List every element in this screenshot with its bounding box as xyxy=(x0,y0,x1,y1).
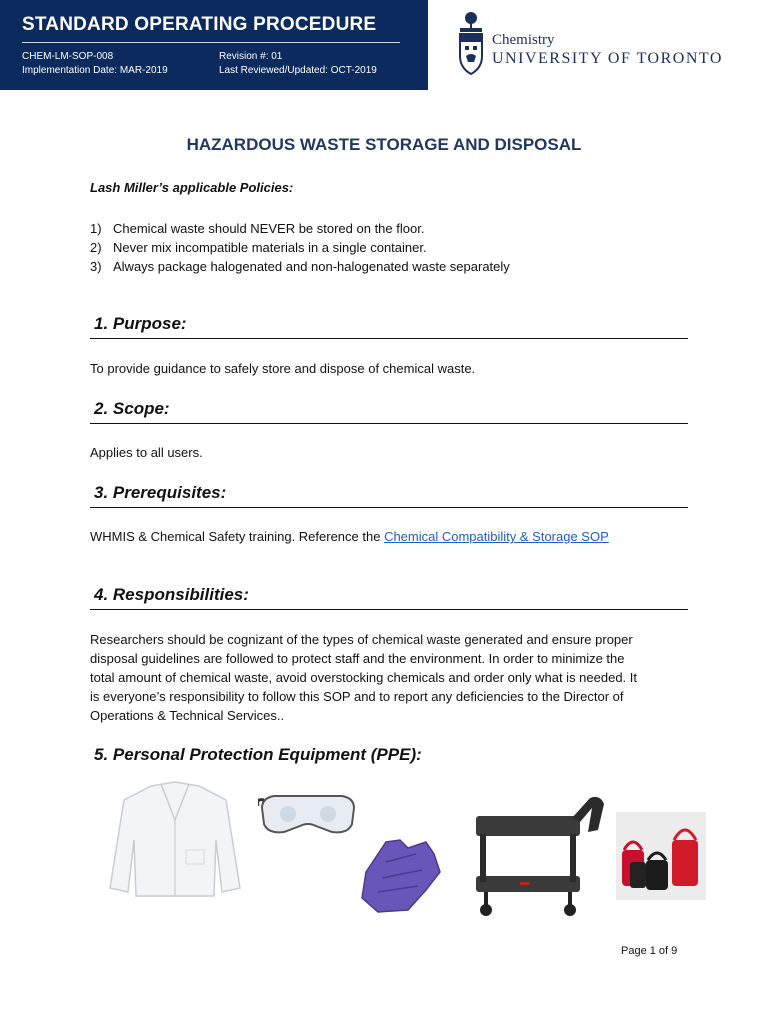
section-responsibilities-text xyxy=(90,630,680,725)
implementation-date: Implementation Date: MAR-2019 xyxy=(22,65,168,76)
header-meta-left xyxy=(22,50,168,78)
section-responsibilities-heading: 4. Responsibilities: xyxy=(94,585,249,604)
nitrile-gloves-icon xyxy=(356,832,444,916)
logo-department: Chemistry xyxy=(492,32,555,48)
policy-item xyxy=(90,257,510,276)
header-banner xyxy=(0,0,428,90)
paragraph-line: disposal guidelines are followed to protect staff and the environment. In order to minimize the xyxy=(90,651,625,666)
section-prerequisites-heading: 3. Prerequisites: xyxy=(94,483,227,502)
policy-number: 2) xyxy=(90,240,102,255)
logo-university-name: UNIVERSITY OF TORONTO xyxy=(492,50,723,67)
section-divider xyxy=(90,423,688,424)
section-divider xyxy=(90,338,688,339)
policy-text: Chemical waste should NEVER be stored on the floor. xyxy=(113,221,425,236)
policy-number: 3) xyxy=(90,259,102,274)
header-meta-right xyxy=(219,50,377,78)
policies-heading: Lash Miller’s applicable Policies: xyxy=(90,180,294,195)
prerequisites-text: WHMIS & Chemical Safety training. Reference the xyxy=(90,529,385,544)
compatibility-sop-link[interactable]: Chemical Compatibility & Storage SOP xyxy=(384,529,609,544)
section-prerequisites-text xyxy=(90,527,680,546)
policy-text: Always package halogenated and non-halogenated waste separately xyxy=(113,259,510,274)
section-purpose-heading: 1. Purpose: xyxy=(94,314,187,333)
section-scope-text: Applies to all users. xyxy=(90,445,203,460)
page-number: Page 1 of 9 xyxy=(621,945,678,957)
paragraph-line: Researchers should be cognizant of the types of chemical waste generated and ensure proper xyxy=(90,632,633,647)
paragraph-line: is everyone’s responsibility to follow this SOP and to report any deficiencies to the Director of xyxy=(90,689,624,704)
section-purpose-text: To provide guidance to safely store and dispose of chemical waste. xyxy=(90,361,476,376)
section-ppe-heading: 5. Personal Protection Equipment (PPE): xyxy=(94,745,422,764)
policies-list xyxy=(90,219,510,276)
paragraph-line: Operations & Technical Services.. xyxy=(90,708,285,723)
policy-item xyxy=(90,238,510,257)
document-title: HAZARDOUS WASTE STORAGE AND DISPOSAL xyxy=(186,135,582,154)
policy-text: Never mix incompatible materials in a single container. xyxy=(113,240,427,255)
doc-id: CHEM-LM-SOP-008 xyxy=(22,51,114,62)
policy-number: 1) xyxy=(90,221,102,236)
section-scope-heading: 2. Scope: xyxy=(94,399,170,418)
university-logo xyxy=(456,10,756,80)
bottle-carriers-icon xyxy=(616,812,706,900)
section-divider xyxy=(90,609,688,610)
utility-cart-icon xyxy=(472,794,608,920)
safety-goggles-icon xyxy=(258,788,358,840)
university-crest-icon xyxy=(456,10,486,78)
paragraph-line: total amount of chemical waste, avoid overstocking chemicals and order only what is needed. It xyxy=(90,670,638,685)
policy-item xyxy=(90,219,510,238)
last-reviewed: Last Reviewed/Updated: OCT-2019 xyxy=(219,65,377,76)
section-divider xyxy=(90,507,688,508)
lab-coat-icon xyxy=(106,780,244,900)
revision-number: Revision #: 01 xyxy=(219,51,283,62)
sop-header xyxy=(0,0,768,90)
header-title: STANDARD OPERATING PROCEDURE xyxy=(22,14,377,35)
header-divider xyxy=(22,42,400,43)
